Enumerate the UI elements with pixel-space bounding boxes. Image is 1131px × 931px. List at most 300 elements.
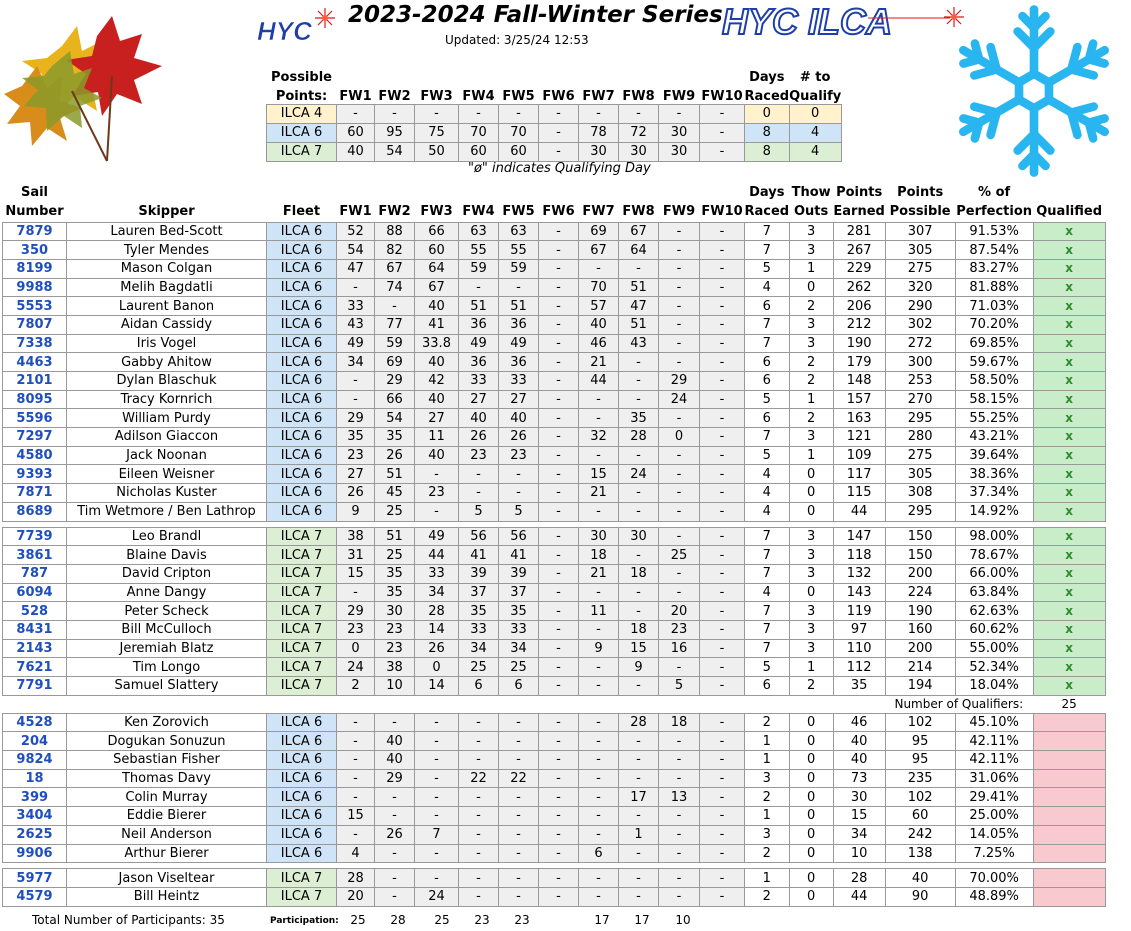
result-cell: 40: [459, 409, 499, 428]
result-cell: -: [619, 484, 659, 503]
qualified-cell: [1033, 751, 1105, 770]
sail-number: 5977: [3, 869, 67, 888]
spacer: [3, 695, 886, 713]
skipper-name: Jason Viseltear: [67, 869, 267, 888]
participation-cell: 17: [634, 913, 650, 927]
result-cell: 55: [499, 241, 539, 260]
result-cell: -: [499, 278, 539, 297]
stat-cell: 1: [745, 807, 790, 826]
result-cell: 60: [415, 241, 459, 260]
stat-cell: 160: [885, 620, 955, 639]
qual-header-cell: [337, 66, 375, 85]
qualifiers-row: [3, 695, 1106, 713]
result-cell: 40: [375, 751, 415, 770]
stat-cell: 31.06%: [955, 769, 1033, 788]
result-cell: -: [415, 807, 459, 826]
stat-cell: 3: [745, 825, 790, 844]
qual-header-cell: Possible: [271, 70, 332, 85]
result-cell: -: [619, 887, 659, 906]
result-cell: 35: [459, 602, 499, 621]
result-cell: -: [659, 353, 700, 372]
stat-cell: 40: [833, 732, 885, 751]
table-row: [3, 484, 1106, 503]
standings-header-cell: [539, 182, 579, 202]
result-cell: -: [539, 639, 579, 658]
skipper-name: Jeremiah Blatz: [67, 639, 267, 658]
stat-cell: 253: [885, 372, 955, 391]
skipper-name: Bill Heintz: [67, 887, 267, 906]
qualified-cell: [1033, 713, 1105, 732]
qual-header-cell: FW8: [622, 88, 655, 104]
stat-cell: 0: [789, 751, 833, 770]
fleet-cell: ILCA 7: [267, 887, 337, 906]
table-row: [3, 334, 1106, 353]
stat-cell: 270: [885, 390, 955, 409]
stat-cell: 43.21%: [955, 428, 1033, 447]
result-cell: -: [619, 677, 659, 696]
result-cell: 29: [337, 602, 375, 621]
sail-number: 3861: [3, 546, 67, 565]
sail-number: 7739: [3, 527, 67, 546]
result-cell: 22: [499, 769, 539, 788]
result-cell: 40: [375, 732, 415, 751]
stat-cell: 163: [833, 409, 885, 428]
stat-cell: 5: [745, 390, 790, 409]
standings-header-cell: Raced: [744, 204, 790, 220]
table-row: [3, 315, 1106, 334]
skipper-name: Peter Scheck: [67, 602, 267, 621]
result-cell: -: [659, 259, 700, 278]
autumn-leaves-icon: [2, 16, 167, 166]
stat-cell: 95: [885, 732, 955, 751]
fleet-cell: ILCA 6: [267, 446, 337, 465]
result-cell: 67: [619, 222, 659, 241]
result-cell: -: [700, 769, 745, 788]
result-cell: -: [539, 241, 579, 260]
standings-header-row: [3, 182, 1106, 202]
result-cell: 33: [459, 620, 499, 639]
result-cell: 54: [375, 409, 415, 428]
result-cell: -: [539, 334, 579, 353]
table-row: [3, 297, 1106, 316]
stat-cell: 0: [789, 732, 833, 751]
result-cell: -: [539, 278, 579, 297]
result-cell: -: [539, 390, 579, 409]
stat-cell: 28: [833, 869, 885, 888]
result-cell: -: [619, 259, 659, 278]
stat-cell: 90: [885, 887, 955, 906]
result-cell: -: [579, 869, 619, 888]
result-cell: -: [619, 769, 659, 788]
qual-header-cell: FW1: [339, 88, 372, 104]
qual-cell: 60: [337, 123, 375, 142]
skipper-name: Sebastian Fisher: [67, 751, 267, 770]
qual-header-cell: [499, 66, 539, 85]
table-row: [3, 807, 1106, 826]
result-cell: 26: [499, 428, 539, 447]
fleet-cell: ILCA 6: [267, 751, 337, 770]
standings-header-cell: [1033, 182, 1105, 202]
result-cell: 33.8: [415, 334, 459, 353]
result-cell: -: [700, 527, 745, 546]
qualification-table: [266, 66, 842, 162]
stat-cell: 73: [833, 769, 885, 788]
stat-cell: 7: [745, 527, 790, 546]
result-cell: -: [579, 713, 619, 732]
hyc-ilca-logo: [718, 2, 968, 42]
result-cell: 21: [579, 353, 619, 372]
result-cell: 27: [459, 390, 499, 409]
result-cell: 35: [337, 428, 375, 447]
skipper-name: Dogukan Sonuzun: [67, 732, 267, 751]
skipper-name: Adilson Giaccon: [67, 428, 267, 447]
standings-header-cell: Fleet: [282, 204, 321, 220]
result-cell: -: [415, 751, 459, 770]
stat-cell: 190: [885, 602, 955, 621]
result-cell: 40: [415, 446, 459, 465]
qual-header-cell: [539, 66, 579, 85]
skipper-name: Eileen Weisner: [67, 465, 267, 484]
standings-header-cell: Earned: [833, 204, 885, 220]
result-cell: -: [579, 583, 619, 602]
skipper-name: Nicholas Kuster: [67, 484, 267, 503]
result-cell: -: [459, 484, 499, 503]
skipper-name: Bill McCulloch: [67, 620, 267, 639]
stat-cell: 0: [789, 583, 833, 602]
result-cell: 33: [415, 564, 459, 583]
standings-header-cell: [499, 182, 539, 202]
result-cell: -: [415, 769, 459, 788]
result-cell: 39: [459, 564, 499, 583]
stat-cell: 2: [745, 844, 790, 863]
result-cell: -: [539, 372, 579, 391]
result-cell: -: [337, 372, 375, 391]
stat-cell: 157: [833, 390, 885, 409]
result-cell: -: [539, 887, 579, 906]
table-row: [3, 372, 1106, 391]
stat-cell: 70.20%: [955, 315, 1033, 334]
qual-cell: -: [337, 104, 375, 123]
sail-number: 528: [3, 602, 67, 621]
stat-cell: 3: [789, 315, 833, 334]
result-cell: -: [539, 769, 579, 788]
qual-cell: -: [539, 123, 579, 142]
stat-cell: 7: [745, 564, 790, 583]
result-cell: -: [619, 446, 659, 465]
stat-cell: 55.00%: [955, 639, 1033, 658]
qual-fleet-cell: ILCA 7: [267, 142, 337, 161]
sail-number: 18: [3, 769, 67, 788]
result-cell: 51: [375, 465, 415, 484]
qual-header-cell: Days: [749, 70, 785, 85]
result-cell: 43: [619, 334, 659, 353]
qualified-cell: x: [1033, 658, 1105, 677]
result-cell: -: [375, 807, 415, 826]
stat-cell: 40: [885, 869, 955, 888]
qual-header-cell: FW6: [542, 88, 575, 104]
result-cell: -: [375, 788, 415, 807]
standings-header-cell: FW5: [502, 204, 535, 220]
skipper-name: Anne Dangy: [67, 583, 267, 602]
stat-cell: 190: [833, 334, 885, 353]
result-cell: 46: [579, 334, 619, 353]
result-cell: 25: [659, 546, 700, 565]
result-cell: 41: [415, 315, 459, 334]
sail-number: 5553: [3, 297, 67, 316]
stat-cell: 69.85%: [955, 334, 1033, 353]
fleet-cell: ILCA 7: [267, 583, 337, 602]
stat-cell: 3: [789, 564, 833, 583]
result-cell: -: [539, 844, 579, 863]
stat-cell: 3: [789, 527, 833, 546]
stat-cell: 0: [789, 465, 833, 484]
stat-cell: 0: [789, 825, 833, 844]
qualified-cell: x: [1033, 334, 1105, 353]
standings-header-cell: FW1: [339, 204, 372, 220]
fleet-cell: ILCA 7: [267, 602, 337, 621]
sail-number: 4579: [3, 887, 67, 906]
result-cell: 9: [579, 639, 619, 658]
sail-number: 7791: [3, 677, 67, 696]
standings-header-cell: FW4: [462, 204, 495, 220]
result-cell: -: [619, 502, 659, 521]
result-cell: -: [539, 732, 579, 751]
result-cell: 26: [375, 446, 415, 465]
result-cell: 82: [375, 241, 415, 260]
skipper-name: Mason Colgan: [67, 259, 267, 278]
result-cell: 67: [415, 278, 459, 297]
qual-cell: 75: [415, 123, 459, 142]
stat-cell: 6: [745, 372, 790, 391]
fleet-cell: ILCA 7: [267, 620, 337, 639]
fleet-cell: ILCA 6: [267, 297, 337, 316]
result-cell: -: [700, 620, 745, 639]
stat-cell: 2: [745, 713, 790, 732]
result-cell: 23: [415, 484, 459, 503]
result-cell: -: [539, 222, 579, 241]
table-row: [3, 259, 1106, 278]
skipper-name: Tracy Kornrich: [67, 390, 267, 409]
result-cell: 1: [619, 825, 659, 844]
result-cell: 7: [415, 825, 459, 844]
skipper-name: Aidan Cassidy: [67, 315, 267, 334]
result-cell: -: [619, 602, 659, 621]
stat-cell: 6: [745, 677, 790, 696]
result-cell: -: [700, 390, 745, 409]
qual-cell: 50: [415, 142, 459, 161]
table-row: [3, 278, 1106, 297]
skipper-name: Jack Noonan: [67, 446, 267, 465]
table-row: [3, 465, 1106, 484]
qualified-cell: x: [1033, 372, 1105, 391]
result-cell: -: [659, 732, 700, 751]
stat-cell: 60.62%: [955, 620, 1033, 639]
qualified-cell: [1033, 788, 1105, 807]
result-cell: 29: [337, 409, 375, 428]
qual-header-cell: [579, 66, 619, 85]
stat-cell: 7: [745, 546, 790, 565]
fleet-cell: ILCA 6: [267, 409, 337, 428]
sail-number: 2625: [3, 825, 67, 844]
result-cell: 38: [337, 527, 375, 546]
result-cell: -: [499, 807, 539, 826]
result-cell: 44: [579, 372, 619, 391]
stat-cell: 1: [745, 732, 790, 751]
standings-header-cell: [700, 182, 745, 202]
qualified-cell: x: [1033, 315, 1105, 334]
result-cell: 33: [499, 620, 539, 639]
result-cell: 28: [337, 869, 375, 888]
sail-number: 350: [3, 241, 67, 260]
result-cell: -: [579, 446, 619, 465]
stat-cell: 5: [745, 446, 790, 465]
result-cell: -: [659, 751, 700, 770]
result-cell: -: [700, 844, 745, 863]
sail-number: 9988: [3, 278, 67, 297]
result-cell: 6: [579, 844, 619, 863]
stat-cell: 98.00%: [955, 527, 1033, 546]
result-cell: 13: [659, 788, 700, 807]
fleet-cell: ILCA 7: [267, 869, 337, 888]
stat-cell: 44: [833, 502, 885, 521]
sail-number: 2143: [3, 639, 67, 658]
fleet-cell: ILCA 7: [267, 658, 337, 677]
result-cell: 59: [499, 259, 539, 278]
stat-cell: 0: [789, 788, 833, 807]
result-cell: -: [539, 620, 579, 639]
sail-number: 8095: [3, 390, 67, 409]
qualified-cell: [1033, 807, 1105, 826]
table-row: [3, 502, 1106, 521]
standings-header-cell: Possible: [889, 204, 951, 220]
fleet-cell: ILCA 6: [267, 502, 337, 521]
result-cell: 10: [375, 677, 415, 696]
result-cell: -: [700, 732, 745, 751]
stat-cell: 6: [745, 297, 790, 316]
result-cell: 9: [337, 502, 375, 521]
qual-cell: -: [700, 142, 745, 161]
qual-header-cell: [375, 66, 415, 85]
result-cell: -: [415, 465, 459, 484]
result-cell: -: [659, 564, 700, 583]
stat-cell: 46: [833, 713, 885, 732]
standings-header-cell: Outs: [793, 204, 829, 220]
result-cell: -: [659, 869, 700, 888]
qual-header-cell: FW4: [462, 88, 495, 104]
stat-cell: 7: [745, 620, 790, 639]
stat-cell: 110: [833, 639, 885, 658]
qual-cell: -: [459, 104, 499, 123]
stat-cell: 118: [833, 546, 885, 565]
stat-cell: 2: [789, 297, 833, 316]
stat-cell: 7: [745, 334, 790, 353]
result-cell: -: [700, 583, 745, 602]
result-cell: -: [700, 241, 745, 260]
result-cell: -: [539, 446, 579, 465]
result-cell: -: [700, 353, 745, 372]
qual-cell: 30: [659, 142, 700, 161]
result-cell: 15: [337, 807, 375, 826]
qual-cell: 30: [579, 142, 619, 161]
stat-cell: 262: [833, 278, 885, 297]
stat-cell: 235: [885, 769, 955, 788]
qual-header-cell: FW9: [662, 88, 696, 104]
result-cell: -: [619, 732, 659, 751]
qual-header-cell: Points:: [275, 88, 328, 104]
result-cell: 51: [459, 297, 499, 316]
result-cell: -: [499, 484, 539, 503]
stat-cell: 206: [833, 297, 885, 316]
table-row: [3, 241, 1106, 260]
stat-cell: 59.67%: [955, 353, 1033, 372]
result-cell: -: [700, 465, 745, 484]
qualified-cell: x: [1033, 241, 1105, 260]
skipper-name: Lauren Bed-Scott: [67, 222, 267, 241]
table-row: [3, 769, 1106, 788]
qual-fleet-cell: ILCA 4: [267, 104, 337, 123]
standings-header-cell: Perfection: [956, 204, 1033, 220]
sail-number: 8689: [3, 502, 67, 521]
sail-number: 8199: [3, 259, 67, 278]
result-cell: -: [619, 372, 659, 391]
result-cell: 29: [375, 769, 415, 788]
result-cell: 2: [337, 677, 375, 696]
qualified-cell: x: [1033, 409, 1105, 428]
result-cell: -: [659, 658, 700, 677]
standings-header-cell: FW6: [542, 204, 575, 220]
stat-cell: 7.25%: [955, 844, 1033, 863]
fleet-cell: ILCA 6: [267, 278, 337, 297]
result-cell: 9: [619, 658, 659, 677]
stat-cell: 0: [789, 869, 833, 888]
stat-cell: 18.04%: [955, 677, 1033, 696]
result-cell: 43: [337, 315, 375, 334]
fleet-cell: ILCA 6: [267, 222, 337, 241]
sail-number: 7807: [3, 315, 67, 334]
sail-number: 7338: [3, 334, 67, 353]
skipper-name: Thomas Davy: [67, 769, 267, 788]
stat-cell: 38.36%: [955, 465, 1033, 484]
result-cell: -: [499, 825, 539, 844]
qual-row: [267, 123, 842, 142]
result-cell: 26: [375, 825, 415, 844]
stat-cell: 7: [745, 428, 790, 447]
qual-row: [267, 142, 842, 161]
result-cell: -: [659, 241, 700, 260]
skipper-name: Blaine Davis: [67, 546, 267, 565]
result-cell: 27: [415, 409, 459, 428]
result-cell: -: [539, 259, 579, 278]
result-cell: 51: [499, 297, 539, 316]
table-row: [3, 353, 1106, 372]
result-cell: -: [579, 732, 619, 751]
fleet-cell: ILCA 7: [267, 677, 337, 696]
result-cell: -: [700, 602, 745, 621]
stat-cell: 87.54%: [955, 241, 1033, 260]
qual-header-cell: FW3: [420, 88, 453, 104]
qualified-cell: x: [1033, 564, 1105, 583]
stat-cell: 2: [745, 887, 790, 906]
standings-header-row: [3, 202, 1106, 222]
qual-header-cell: Raced: [744, 88, 790, 104]
table-row: [3, 390, 1106, 409]
stat-cell: 78.67%: [955, 546, 1033, 565]
skipper-name: Eddie Bierer: [67, 807, 267, 826]
qual-cell: 70: [459, 123, 499, 142]
qual-header-cell: # to: [799, 70, 831, 85]
stat-cell: 3: [789, 241, 833, 260]
standings-header-cell: [459, 182, 499, 202]
